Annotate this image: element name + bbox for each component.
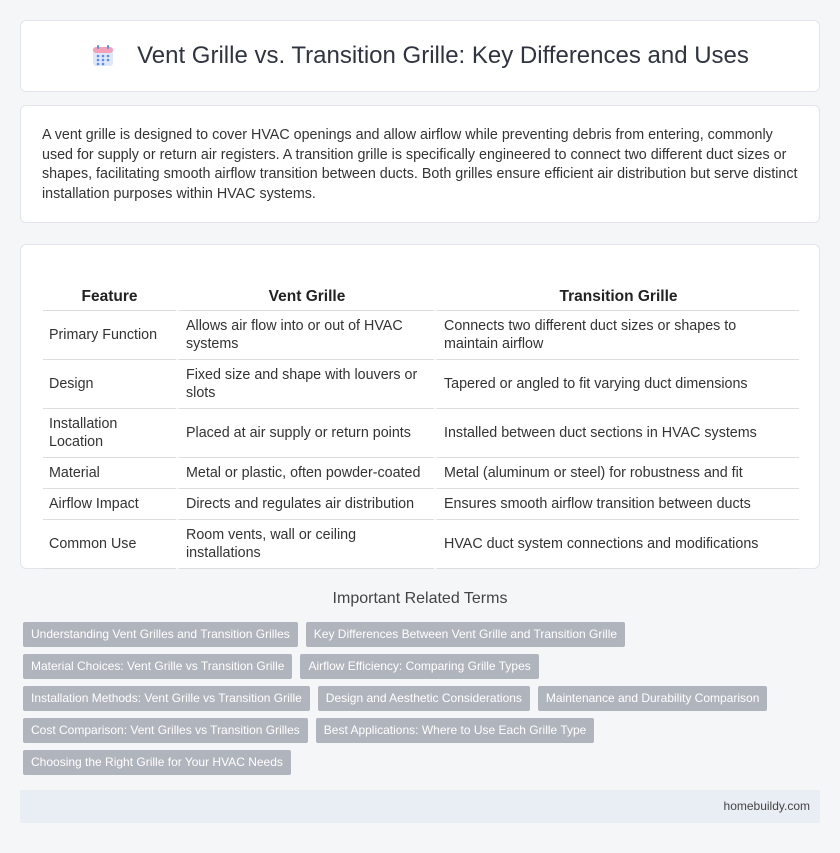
table-cell: Placed at air supply or return points bbox=[176, 409, 434, 458]
table-cell: Installed between duct sections in HVAC systems bbox=[434, 409, 799, 458]
table-cell: Allows air flow into or out of HVAC systems bbox=[176, 311, 434, 360]
calendar-icon bbox=[91, 44, 115, 68]
table-cell: Connects two different duct sizes or shapes to maintain airflow bbox=[434, 311, 799, 360]
related-term-tag[interactable]: Airflow Efficiency: Comparing Grille Types bbox=[300, 654, 538, 679]
table-cell: HVAC duct system connections and modifications bbox=[434, 520, 799, 569]
table-row bbox=[43, 360, 799, 409]
related-term-tag[interactable]: Installation Methods: Vent Grille vs Transition Grille bbox=[23, 686, 310, 711]
related-term-tag[interactable]: Design and Aesthetic Considerations bbox=[318, 686, 530, 711]
table-cell: Design bbox=[43, 360, 176, 409]
related-term-tag[interactable]: Cost Comparison: Vent Grilles vs Transition Grilles bbox=[23, 718, 308, 743]
table-cell: Fixed size and shape with louvers or slots bbox=[176, 360, 434, 409]
related-term-tag[interactable]: Understanding Vent Grilles and Transition Grilles bbox=[23, 622, 298, 647]
related-terms-list bbox=[23, 622, 813, 782]
page-title: Vent Grille vs. Transition Grille: Key Differences and Uses bbox=[137, 42, 749, 69]
tag-row bbox=[23, 686, 813, 711]
table-cell: Ensures smooth airflow transition between ducts bbox=[434, 489, 799, 520]
table-cell: Airflow Impact bbox=[43, 489, 176, 520]
table-cell: Material bbox=[43, 458, 176, 489]
related-terms-heading: Important Related Terms bbox=[332, 590, 508, 607]
tag-row bbox=[23, 622, 813, 647]
related-term-tag[interactable]: Best Applications: Where to Use Each Grille Type bbox=[316, 718, 595, 743]
related-term-tag[interactable]: Key Differences Between Vent Grille and Transition Grille bbox=[306, 622, 625, 647]
table-row bbox=[43, 311, 799, 360]
title-card bbox=[20, 20, 820, 92]
table-row bbox=[43, 409, 799, 458]
table-cell: Tapered or angled to fit varying duct dimensions bbox=[434, 360, 799, 409]
tag-row bbox=[23, 718, 813, 743]
related-term-tag[interactable]: Choosing the Right Grille for Your HVAC Needs bbox=[23, 750, 291, 775]
table-row bbox=[43, 458, 799, 489]
table-cell: Primary Function bbox=[43, 311, 176, 360]
related-term-tag[interactable]: Maintenance and Durability Comparison bbox=[538, 686, 767, 711]
header-feature: Feature bbox=[43, 265, 176, 311]
table-cell: Installation Location bbox=[43, 409, 176, 458]
table-cell: Directs and regulates air distribution bbox=[176, 489, 434, 520]
comparison-card bbox=[20, 244, 820, 569]
table-cell: Metal (aluminum or steel) for robustness and fit bbox=[434, 458, 799, 489]
table-cell: Room vents, wall or ceiling installations bbox=[176, 520, 434, 569]
comparison-table bbox=[43, 265, 799, 569]
table-cell: Common Use bbox=[43, 520, 176, 569]
header-vent-grille: Vent Grille bbox=[176, 265, 434, 311]
intro-paragraph: A vent grille is designed to cover HVAC openings and allow airflow while preventing debris from entering, commonly used for supply or return air registers. A transition grille is specifically engineered to connect two different duct sizes or shapes, facilitating smooth airflow transition between ducts. Both grilles ensure efficient air distribution but serve distinct installation purposes within HVAC systems. bbox=[42, 127, 798, 202]
table-row bbox=[43, 520, 799, 569]
table-cell: Metal or plastic, often powder-coated bbox=[176, 458, 434, 489]
related-term-tag[interactable]: Material Choices: Vent Grille vs Transition Grille bbox=[23, 654, 292, 679]
tag-row bbox=[23, 750, 813, 775]
table-header-row bbox=[43, 265, 799, 311]
tag-row bbox=[23, 654, 813, 679]
intro-card bbox=[20, 105, 820, 223]
header-transition-grille: Transition Grille bbox=[434, 265, 799, 311]
table-row bbox=[43, 489, 799, 520]
footer bbox=[20, 790, 820, 823]
footer-site-link[interactable]: homebuildy.com bbox=[723, 799, 810, 813]
